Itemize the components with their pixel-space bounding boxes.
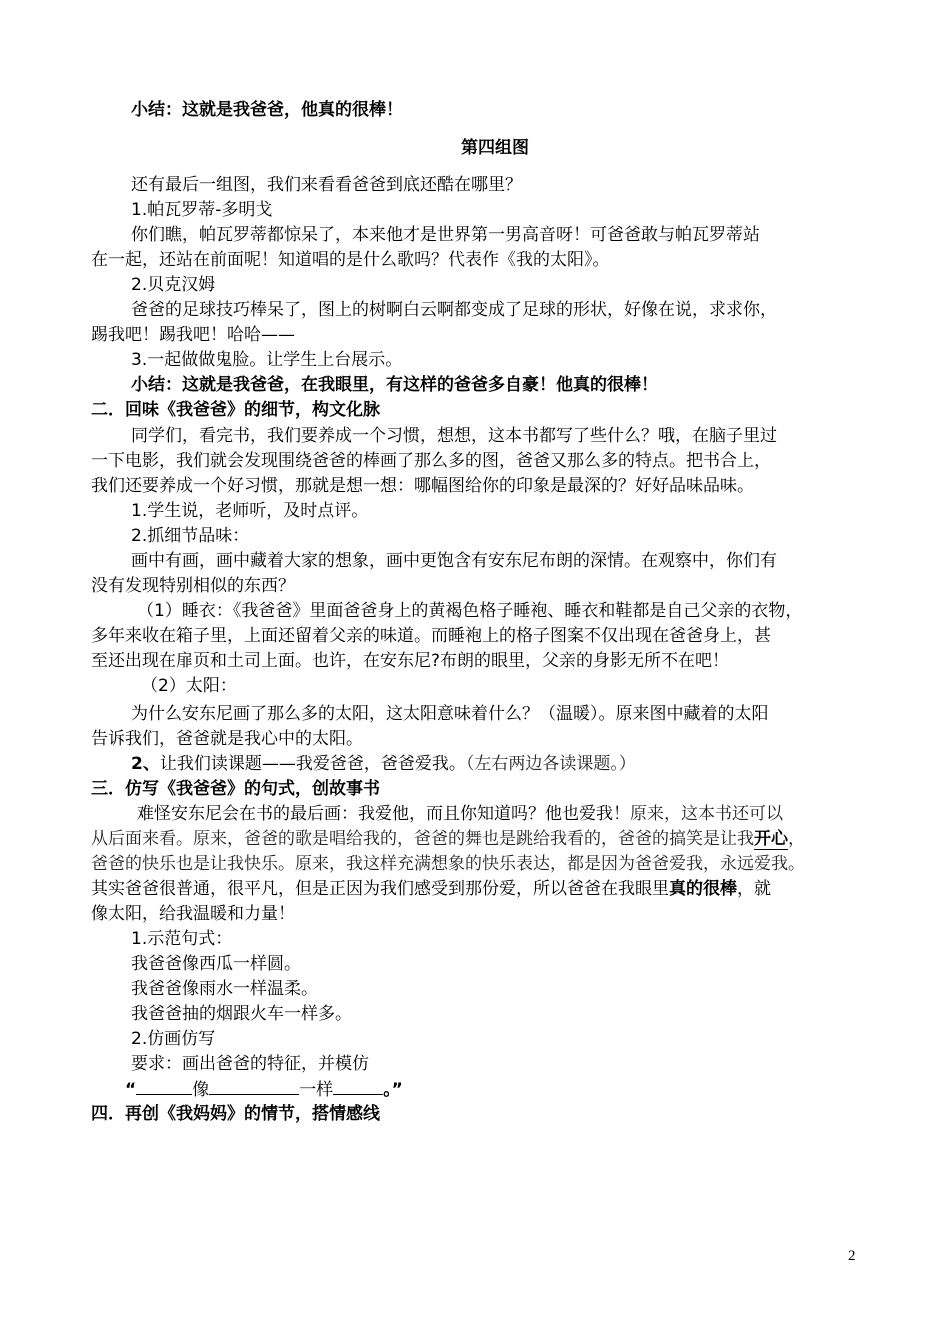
paragraph: （1）睡衣：《我爸爸》里面爸爸身上的黄褐色格子睡袍、睡衣和鞋都是自己父亲的衣物， xyxy=(137,601,803,621)
list-item-title: 2.贝克汉姆 xyxy=(131,275,216,295)
paragraph: 你们瞧，帕瓦罗蒂都惊呆了，本来他才是世界第一男高音呀！可爸爸敢与帕瓦罗蒂站 xyxy=(131,225,760,245)
text: 难怪安东尼会在书的最后画：我爱他，而且你知道吗？他也爱我！ xyxy=(137,804,630,824)
list-item: 2.仿画仿写 xyxy=(131,1029,216,1049)
list-item: 2.抓细节品味： xyxy=(131,526,250,546)
paragraph: 像太阳，给我温暖和力量！ xyxy=(91,904,295,924)
text: 一样 xyxy=(299,1080,334,1100)
quote-mark: 。” xyxy=(383,1080,403,1100)
paragraph: 没有发现特别相似的东西？ xyxy=(91,576,295,596)
section-heading: 二．回味《我爸爸》的细节，构文化脉 xyxy=(91,400,380,420)
blank-line xyxy=(136,1077,192,1095)
list-item-title: （2）太阳： xyxy=(141,676,237,696)
paragraph: 至还出现在扉页和土司上面。也许，在安东尼?布朗的眼里，父亲的身影无所不在吧！ xyxy=(91,651,730,671)
paragraph: 同学们，看完书，我们要养成一个习惯，想想，这本书都写了些什么？哦，在脑子里过 xyxy=(131,426,777,446)
fill-in-template xyxy=(125,1077,403,1103)
text: 其实爸爸很普通，很平凡，但是正因为我们感受到那份爱，所以爸爸在我眼里 xyxy=(91,879,669,899)
paragraph: 我们还要养成一个好习惯，那就是想一想：哪幅图给你的印象是最深的？好好品味品味。 xyxy=(91,476,754,496)
text: ， xyxy=(788,829,805,849)
group4-title: 第四组图 xyxy=(461,138,529,158)
text: （左右两边各读课题。） xyxy=(465,754,636,774)
page-number: 2 xyxy=(848,1248,856,1264)
section-heading: 四．再创《我妈妈》的情节，搭情感线 xyxy=(91,1104,380,1124)
paragraph: 为什么安东尼画了那么多的太阳，这太阳意味着什么？（温暖）。原来图中藏着的太阳 xyxy=(131,704,769,724)
text: ，就 xyxy=(737,879,771,899)
paragraph: 爸爸的快乐也是让我快乐。原来，我这样充满想象的快乐表达，都是因为爸爸爱我，永远爱我。 xyxy=(91,854,805,874)
paragraph: 踢我吧！踢我吧！哈哈—— xyxy=(91,325,295,345)
text: 从后面来看。原来，爸爸的歌是唱给我的，爸爸的舞也是跳给我看的，爸爸的搞笑是让我 xyxy=(91,829,754,849)
example-sentence: 我爸爸像雨水一样温柔。 xyxy=(131,979,318,999)
paragraph xyxy=(137,802,783,827)
text: 像 xyxy=(192,1080,210,1100)
paragraph: 还有最后一组图，我们来看看爸爸到底还酷在哪里？ xyxy=(131,175,522,195)
requirement: 要求：画出爸爸的特征，并模仿 xyxy=(131,1054,369,1074)
emphasis-text: 真的很棒 xyxy=(669,879,737,899)
example-sentence: 我爸爸抽的烟跟火车一样多。 xyxy=(131,1004,352,1024)
paragraph xyxy=(91,877,771,902)
section-summary: 小结：这就是我爸爸，在我眼里，有这样的爸爸多自豪！他真的很棒！ xyxy=(131,375,658,395)
text: 让我们读课题——我爱爸爸，爸爸爱我。 xyxy=(159,754,466,774)
emphasis-text: 开心 xyxy=(754,829,788,849)
section-heading: 三．仿写《我爸爸》的句式，创故事书 xyxy=(91,779,380,799)
section-summary: 小结：这就是我爸爸，他真的很棒！ xyxy=(131,100,403,120)
paragraph xyxy=(91,827,805,852)
paragraph: 多年来收在箱子里，上面还留着父亲的味道。而睡袍上的格子图案不仅出现在爸爸身上，甚 xyxy=(91,626,771,646)
list-item: 1.示范句式： xyxy=(131,929,233,949)
text: 原来，这本书还可以 xyxy=(630,804,783,824)
paragraph: 爸爸的足球技巧棒呆了，图上的树啊白云啊都变成了足球的形状，好像在说，求求你， xyxy=(131,300,777,320)
list-item: 3.一起做做鬼脸。让学生上台展示。 xyxy=(131,350,403,370)
paragraph: 画中有画，画中藏着大家的想象，画中更饱含有安东尼布朗的深情。在观察中，你们有 xyxy=(131,551,777,571)
list-item: 1.学生说，老师听，及时点评。 xyxy=(131,501,369,521)
example-sentence: 我爸爸像西瓜一样圆。 xyxy=(131,954,301,974)
item-number: 2、 xyxy=(131,754,160,774)
blank-line xyxy=(333,1077,383,1095)
paragraph: 告诉我们，爸爸就是我心中的太阳。 xyxy=(91,729,363,749)
paragraph: 一下电影，我们就会发现围绕爸爸的棒画了那么多的图，爸爸又那么多的特点。把书合上， xyxy=(91,451,771,471)
blank-line xyxy=(209,1077,299,1095)
paragraph: 在一起，还站在前面呢！知道唱的是什么歌吗？代表作《我的太阳》。 xyxy=(91,250,610,270)
quote-mark: “ xyxy=(125,1080,137,1100)
list-item-title: 1.帕瓦罗蒂-多明戈 xyxy=(131,200,273,220)
paragraph xyxy=(131,752,636,777)
